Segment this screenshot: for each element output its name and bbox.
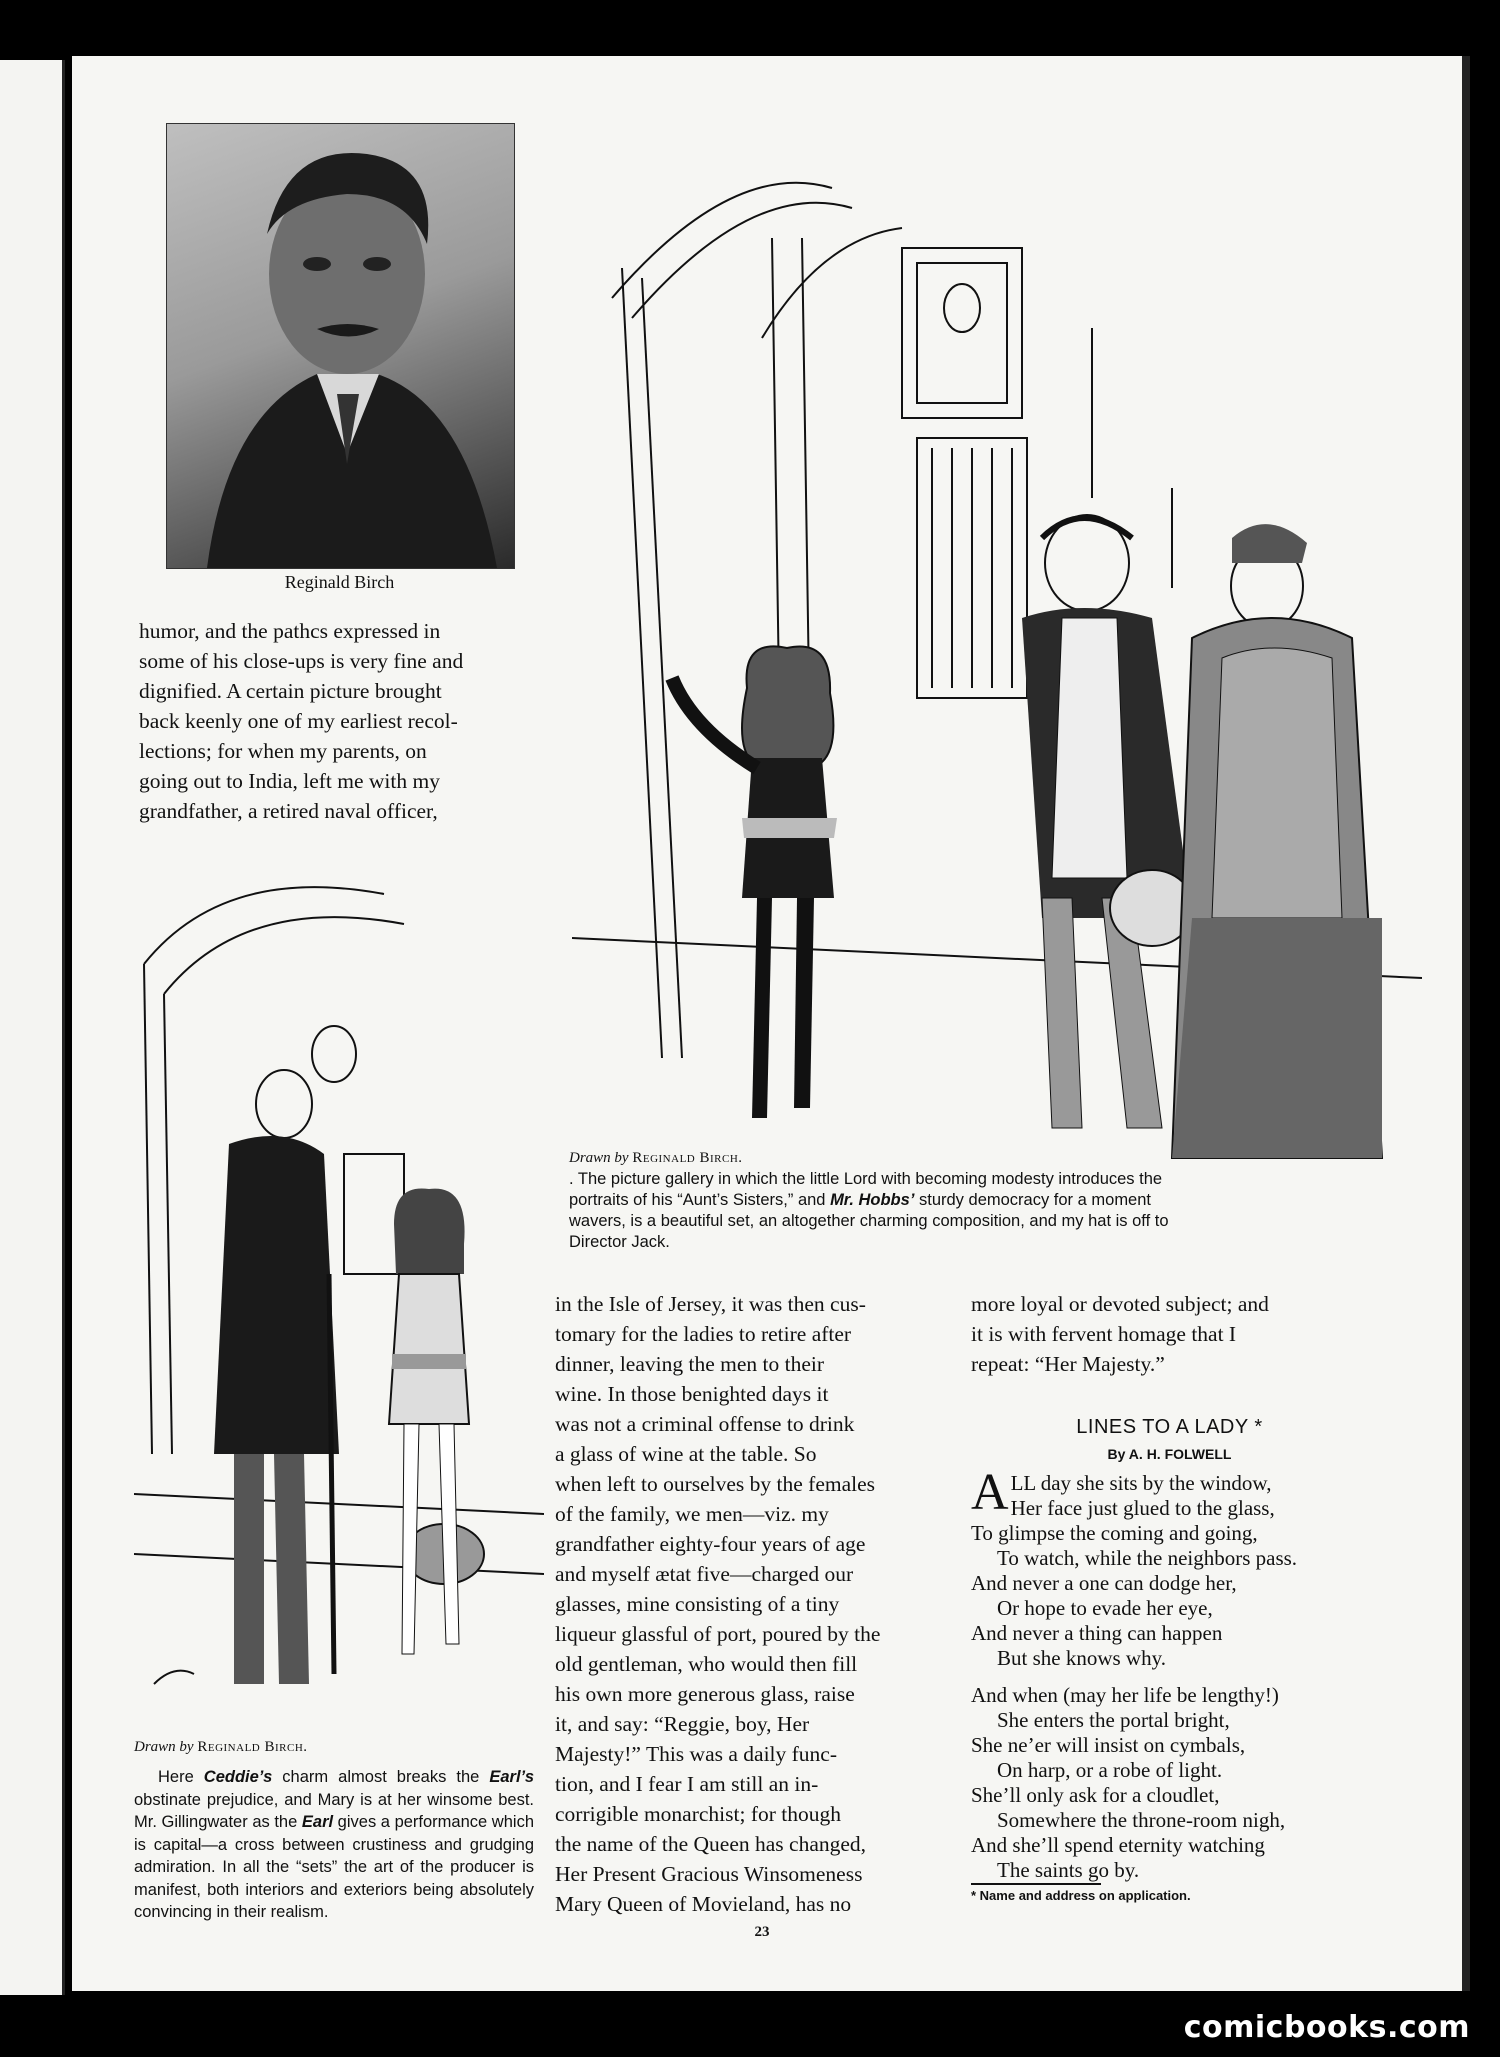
text-line: it, and say: “Reggie, boy, Her — [555, 1712, 810, 1736]
text-line: repeat: “Her Majesty.” — [971, 1352, 1165, 1376]
caption-text: portraits of his “Aunt’s Sisters,” and — [569, 1191, 826, 1209]
earl-credit — [134, 1739, 308, 1756]
portrait-photo — [166, 123, 515, 569]
poem-title: LINES TO A LADY * — [1076, 1416, 1263, 1438]
caption-emphasis: Mr. Hobbs’ — [830, 1191, 915, 1209]
caption-line-2 — [569, 1190, 1427, 1211]
text-line: when left to ourselves by the females — [555, 1472, 876, 1496]
text-line: and myself ætat five—charged our — [555, 1562, 854, 1586]
facing-page-edge — [0, 60, 65, 1995]
poem-line: Or hope to evade her eye, — [997, 1596, 1213, 1620]
text-line: liqueur glassful of port, poured by the — [555, 1622, 881, 1646]
text-line: old gentleman, who would then fill — [555, 1652, 858, 1676]
page-number: 23 — [754, 1924, 770, 1940]
text-line: was not a criminal offense to drink — [555, 1412, 855, 1436]
caption-line: wavers, is a beautiful set, an altogether charming composition, and my hat is off to — [569, 1212, 1169, 1230]
poem-line: She’ll only ask for a cloudlet, — [971, 1783, 1220, 1807]
caption-line: . The picture gallery in which the little Lord with becoming modesty introduces the — [569, 1170, 1163, 1188]
text-line: dignified. A certain picture brought — [139, 679, 442, 703]
caption-text: obstinate prejudice, and Mary is at her winsome best. Mr. Gillingwater as the — [134, 1790, 534, 1831]
credit-prefix: Drawn by — [134, 1739, 194, 1755]
poem-stanza-1 — [971, 1464, 1371, 1671]
page-shadow — [1462, 56, 1470, 1991]
text-line: Her Present Gracious Winsomeness — [555, 1862, 863, 1886]
text-line: in the Isle of Jersey, it was then cus- — [555, 1292, 866, 1316]
text-line: tomary for the ladies to retire after — [555, 1322, 852, 1346]
poem-line: And never a one can dodge her, — [971, 1571, 1237, 1595]
text-line: it is with fervent homage that I — [971, 1322, 1237, 1346]
portrait-caption: Reginald Birch — [284, 572, 395, 592]
caption-emphasis: Earl’s — [489, 1768, 534, 1786]
text-line: wine. In those benighted days it — [555, 1382, 829, 1406]
poem-line: Her face just glued to the glass, — [1010, 1496, 1275, 1520]
text-line: glasses, mine consisting of a tiny — [555, 1592, 840, 1616]
credit-name: Reginald Birch. — [197, 1739, 308, 1755]
text-line: more loyal or devoted subject; and — [971, 1292, 1269, 1316]
text-line: his own more generous glass, raise — [555, 1682, 855, 1706]
credit-name: Reginald Birch. — [632, 1150, 743, 1166]
caption-text: sturdy democracy for a moment — [919, 1191, 1151, 1209]
poem-stanza-2 — [971, 1683, 1371, 1883]
caption-text: Here — [158, 1768, 204, 1786]
earl-caption — [134, 1766, 534, 1924]
earl-illustration — [134, 854, 544, 1734]
text-line: grandfather, a retired naval officer, — [139, 799, 438, 823]
poem-line: To glimpse the coming and going, — [971, 1521, 1258, 1545]
text-line: dinner, leaving the men to their — [555, 1352, 825, 1376]
credit-prefix: Drawn by — [569, 1150, 629, 1166]
poem-line: But she knows why. — [997, 1646, 1166, 1670]
caption-text: gives a performance which is capital—a cross between crustiness and grudging admiration. In all the “sets” the art of the producer is manifest, both interiors and exteriors being absolutely convincing in their realism. — [134, 1813, 534, 1921]
text-line: corrigible monarchist; for though — [555, 1802, 841, 1826]
text-line: the name of the Queen has changed, — [555, 1832, 867, 1856]
gallery-credit — [569, 1150, 743, 1167]
caption-emphasis: Earl — [301, 1813, 334, 1831]
poem-line: Somewhere the throne-room nigh, — [997, 1808, 1286, 1832]
text-line: of the family, we men—viz. my — [555, 1502, 829, 1526]
poem-line: She ne’er will insist on cymbals, — [971, 1733, 1246, 1757]
text-line: back keenly one of my earliest recol- — [139, 709, 458, 733]
magazine-page — [72, 56, 1462, 1991]
text-line: Majesty!” This was a daily func- — [555, 1742, 838, 1766]
gallery-illustration — [572, 118, 1422, 1206]
site-watermark: comicbooks.com — [1183, 2010, 1470, 2045]
gallery-caption — [569, 1169, 1427, 1253]
footnote-rule — [971, 1883, 1101, 1885]
column-3-text — [971, 1289, 1368, 1379]
poem-line: To watch, while the neighbors pass. — [997, 1546, 1298, 1570]
text-line: grandfather eighty-four years of age — [555, 1532, 866, 1556]
poem-line: She enters the portal bright, — [997, 1708, 1230, 1732]
poem-footnote: * Name and address on application. — [971, 1888, 1191, 1903]
drop-cap: A — [971, 1464, 1009, 1521]
text-line: humor, and the pathcs expressed in — [139, 619, 441, 643]
poem-line: LL day she sits by the window, — [1010, 1471, 1272, 1495]
caption-emphasis: Ceddie’s — [203, 1768, 273, 1786]
poem-line: And never a thing can happen — [971, 1621, 1223, 1645]
poem-line: And she’ll spend eternity watching — [971, 1833, 1265, 1857]
poem-byline: By A. H. FOLWELL — [1107, 1446, 1232, 1462]
text-line: some of his close-ups is very fine and — [139, 649, 464, 673]
column-2-text — [555, 1289, 952, 1919]
poem-line: And when (may her life be lengthy!) — [971, 1683, 1279, 1707]
poem-line: The saints go by. — [997, 1858, 1140, 1882]
text-line: a glass of wine at the table. So — [555, 1442, 817, 1466]
caption-line: Director Jack. — [569, 1233, 670, 1251]
text-line: going out to India, left me with my — [139, 769, 440, 793]
column-1-text — [139, 616, 536, 826]
caption-text: charm almost breaks the — [272, 1768, 490, 1786]
text-line: tion, and I fear I am still an in- — [555, 1772, 819, 1796]
text-line: lections; for when my parents, on — [139, 739, 427, 763]
poem-line: On harp, or a robe of light. — [997, 1758, 1223, 1782]
text-line: Mary Queen of Movieland, has no — [555, 1892, 852, 1916]
